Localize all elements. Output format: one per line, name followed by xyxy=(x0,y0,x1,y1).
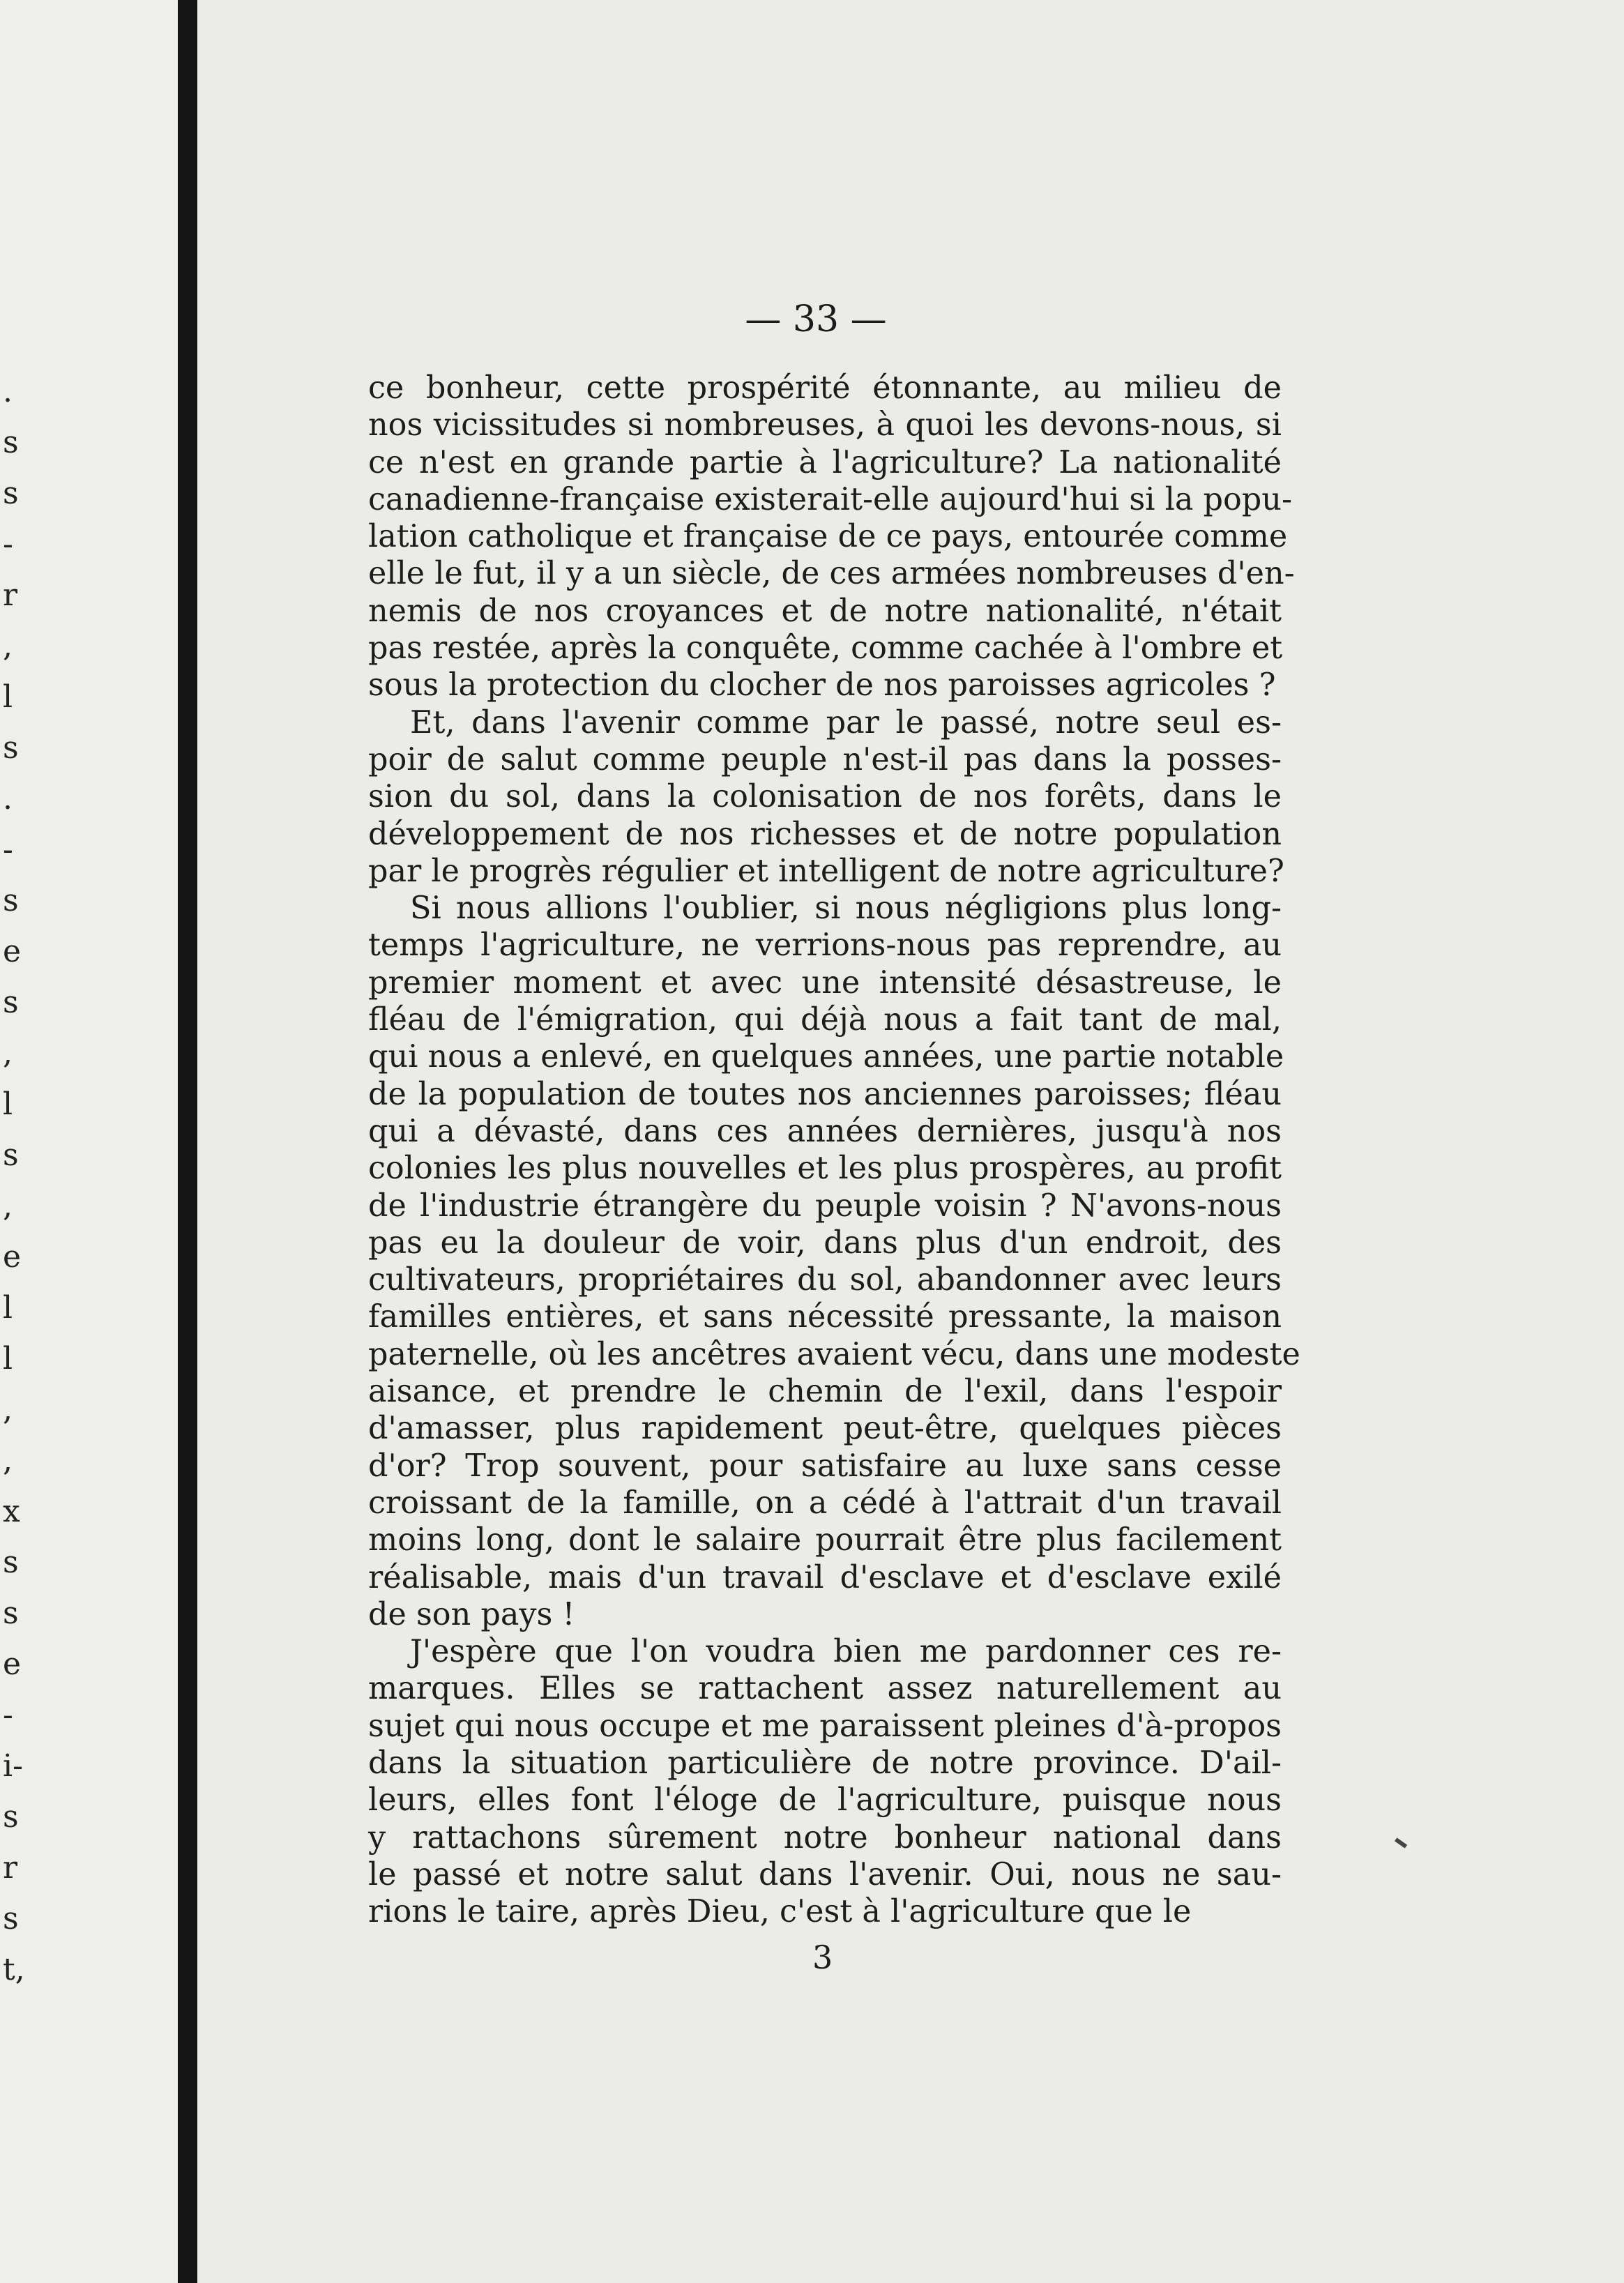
text-line: premier moment et avec une intensité désastreuse, le xyxy=(368,964,1282,1001)
text-line: temps l'agriculture, ne verrions-nous pas reprendre, au xyxy=(368,927,1282,964)
text-line: poir de salut comme peuple n'est-il pas dans la posses- xyxy=(368,741,1282,778)
text-line: de l'industrie étrangère du peuple voisin ? N'avons-nous xyxy=(368,1188,1282,1224)
margin-fragment: s xyxy=(3,1545,19,1580)
text-line: leurs, elles font l'éloge de l'agriculture, puisque nous xyxy=(368,1782,1282,1819)
margin-fragment: e xyxy=(3,1646,22,1682)
text-line: croissant de la famille, on a cédé à l'attrait d'un travail xyxy=(368,1485,1282,1521)
paragraph xyxy=(368,1633,1282,1930)
text-line: le passé et notre salut dans l'avenir. Oui, nous ne sau- xyxy=(368,1856,1282,1893)
margin-fragment: , xyxy=(3,1443,13,1478)
margin-fragment: s xyxy=(3,425,19,460)
margin-fragment: s xyxy=(3,476,19,511)
text-line: sous la protection du clocher de nos paroisses agricoles ? xyxy=(368,667,1276,704)
margin-fragment: s xyxy=(3,1137,19,1173)
text-line: Et, dans l'avenir comme par le passé, notre seul es- xyxy=(410,704,1282,741)
text-line: réalisable, mais d'un travail d'esclave et d'esclave exilé xyxy=(368,1559,1282,1595)
margin-fragment: - xyxy=(3,832,13,867)
page-body-text xyxy=(368,370,1300,1930)
text-line: sujet qui nous occupe et me paraissent pleines d'à-propos xyxy=(368,1708,1282,1744)
text-line: nemis de nos croyances et de notre nationalité, n'était xyxy=(368,593,1282,629)
text-line: ce n'est en grande partie à l'agriculture? La nationalité xyxy=(368,444,1282,480)
margin-fragment: x xyxy=(3,1494,20,1529)
text-line: d'or? Trop souvent, pour satisfaire au luxe sans cesse xyxy=(368,1448,1282,1484)
margin-fragment: e xyxy=(3,1239,22,1275)
text-line: lation catholique et française de ce pays, entourée comme xyxy=(368,519,1288,555)
text-line: de son pays ! xyxy=(368,1596,575,1632)
text-line: de la population de toutes nos anciennes paroisses; fléau xyxy=(368,1076,1282,1112)
text-line: Si nous allions l'oublier, si nous négligions plus long- xyxy=(410,890,1282,927)
margin-fragment: . xyxy=(3,781,13,817)
margin-fragment: s xyxy=(3,1901,19,1936)
margin-fragment: s xyxy=(3,883,19,918)
text-line: colonies les plus nouvelles et les plus prospères, au profit xyxy=(368,1151,1282,1187)
text-line: ce bonheur, cette prospérité étonnante, au milieu de xyxy=(368,370,1282,406)
text-line: cultivateurs, propriétaires du sol, abandonner avec leurs xyxy=(368,1262,1282,1298)
signature-mark: 3 xyxy=(812,1939,833,1976)
margin-fragment: s xyxy=(3,1799,19,1835)
text-line: fléau de l'émigration, qui déjà nous a fait tant de mal, xyxy=(368,1002,1282,1038)
margin-fragment: - xyxy=(3,1697,13,1733)
margin-fragment: , xyxy=(3,1188,13,1224)
margin-fragment: . xyxy=(3,374,13,409)
text-line: y rattachons sûrement notre bonheur national dans xyxy=(368,1819,1282,1856)
margin-fragment: i- xyxy=(3,1748,23,1784)
page-number: — 33 — xyxy=(745,298,887,340)
text-line: pas restée, après la conquête, comme cachée à l'ombre et xyxy=(368,630,1283,667)
text-line: J'espère que l'on voudra bien me pardonner ces re- xyxy=(410,1634,1282,1670)
margin-fragment: s xyxy=(3,985,19,1020)
text-line: aisance, et prendre le chemin de l'exil, dans l'espoir xyxy=(368,1374,1282,1410)
text-line: dans la situation particulière de notre province. D'ail- xyxy=(368,1745,1282,1781)
text-line: d'amasser, plus rapidement peut-être, quelques pièces xyxy=(368,1411,1282,1447)
margin-fragment: s xyxy=(3,1595,19,1631)
margin-fragment: - xyxy=(3,526,13,562)
paragraph xyxy=(368,704,1282,890)
margin-fragment: , xyxy=(3,1392,13,1427)
margin-fragment: l xyxy=(3,1341,13,1376)
text-line: qui a dévasté, dans ces années dernières, jusqu'à nos xyxy=(368,1113,1282,1149)
margin-fragment: , xyxy=(3,1036,13,1071)
text-line: pas eu la douleur de voir, dans plus d'un endroit, des xyxy=(368,1224,1282,1261)
text-line: familles entières, et sans nécessité pressante, la maison xyxy=(368,1299,1282,1335)
text-line: rions le taire, après Dieu, c'est à l'agriculture que le xyxy=(368,1894,1192,1930)
margin-fragment: e xyxy=(3,934,22,969)
facing-page-edge xyxy=(0,0,178,2283)
book-binding-gutter xyxy=(178,0,197,2283)
text-line: marques. Elles se rattachent assez naturellement au xyxy=(368,1671,1282,1707)
paragraph xyxy=(368,370,1295,704)
margin-fragment: l xyxy=(3,679,13,715)
facing-page-margin-fragments xyxy=(0,0,28,2283)
text-line: elle le fut, il y a un siècle, de ces armées nombreuses d'en- xyxy=(368,556,1295,592)
text-line: canadienne-française existerait-elle aujourd'hui si la popu- xyxy=(368,481,1292,517)
text-line: par le progrès régulier et intelligent de notre agriculture? xyxy=(368,853,1284,889)
text-line: paternelle, où les ancêtres avaient vécu, dans une modeste xyxy=(368,1336,1300,1372)
text-line: sion du sol, dans la colonisation de nos forêts, dans le xyxy=(368,779,1282,815)
text-line: qui nous a enlevé, en quelques années, une partie notable xyxy=(368,1039,1284,1075)
text-line: développement de nos richesses et de notre population xyxy=(368,816,1282,852)
margin-fragment: s xyxy=(3,730,19,766)
margin-fragment: l xyxy=(3,1290,13,1326)
margin-fragment: r xyxy=(3,577,18,613)
margin-fragment: , xyxy=(3,628,13,664)
text-line: nos vicissitudes si nombreuses, à quoi les devons-nous, si xyxy=(368,407,1282,443)
text-line: moins long, dont le salaire pourrait être plus facilement xyxy=(368,1522,1282,1558)
margin-fragment: l xyxy=(3,1086,13,1122)
margin-fragment: t, xyxy=(3,1952,25,1987)
margin-fragment: r xyxy=(3,1850,18,1886)
paragraph xyxy=(368,890,1300,1633)
